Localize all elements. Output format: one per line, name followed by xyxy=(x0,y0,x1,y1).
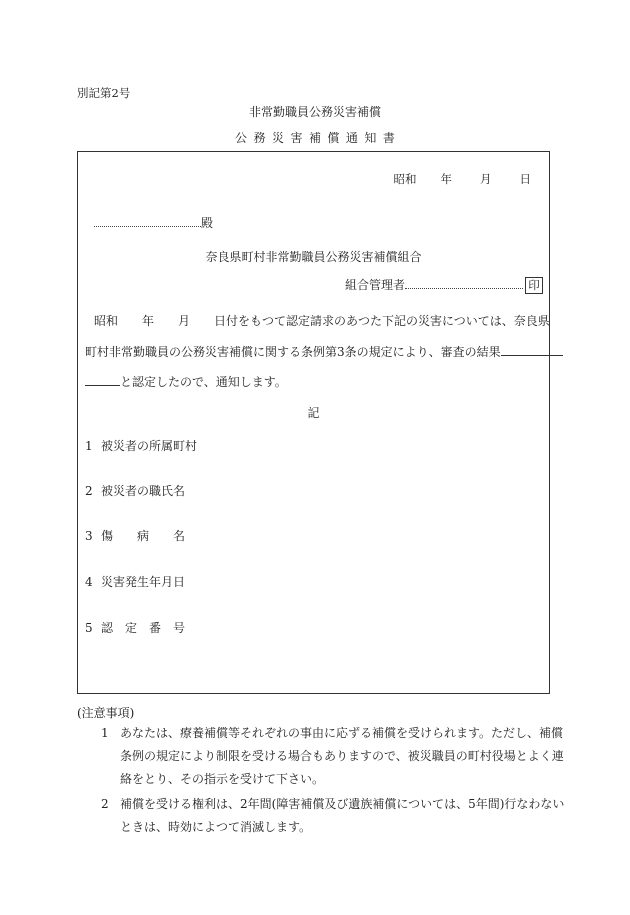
body-line-1 xyxy=(94,312,550,329)
manager-line xyxy=(345,276,543,294)
body-era: 昭和 xyxy=(94,314,119,328)
item-label: 被災者の所属町村 xyxy=(101,439,198,453)
body-year: 年 xyxy=(142,314,155,328)
list-item xyxy=(85,619,185,636)
date-era: 昭和 xyxy=(393,172,417,186)
manager-label: 組合管理者 xyxy=(344,278,405,292)
form-title xyxy=(0,129,630,146)
body-line-3 xyxy=(85,373,287,390)
form-subtitle: 非常勤職員公務災害補償 xyxy=(248,105,381,119)
addressee-suffix: 殿 xyxy=(201,216,214,230)
body-line-2 xyxy=(85,343,563,360)
list-item xyxy=(85,527,185,544)
organization-name: 奈良県町村非常勤職員公務災害補償組合 xyxy=(205,250,422,264)
body-line-2-text: 町村非常勤職員の公務災害補償に関する条例第3条の規定により、審査の結果 xyxy=(85,345,501,359)
title-char: 償 xyxy=(327,131,340,145)
item-number: 5 xyxy=(85,621,93,635)
item-number: 3 xyxy=(85,529,93,543)
note-1-number: 1 xyxy=(101,726,109,740)
item-label: 被災者の職氏名 xyxy=(101,484,186,498)
body-line-1-text: 日付をもつて認定請求のあつた下記の災害については、奈良県 xyxy=(214,314,550,328)
body-month: 月 xyxy=(178,314,191,328)
result-blank-1[interactable] xyxy=(501,344,563,356)
note-1-line-1 xyxy=(101,722,563,745)
title-char: 害 xyxy=(290,131,303,145)
addressee-line xyxy=(94,214,213,231)
date-month: 月 xyxy=(480,172,492,186)
item-number: 4 xyxy=(85,575,93,589)
notes-heading: (注意事項) xyxy=(77,706,135,720)
title-char: 知 xyxy=(364,131,377,145)
ki-heading: 記 xyxy=(307,406,320,420)
title-char: 務 xyxy=(253,131,266,145)
title-char: 書 xyxy=(382,131,395,145)
note-1-line-3: 絡をとり、その指示を受けて下さい。 xyxy=(120,772,325,786)
title-char: 補 xyxy=(308,131,322,145)
item-number: 2 xyxy=(85,484,93,498)
manager-blank[interactable] xyxy=(405,278,523,289)
addressee-blank[interactable] xyxy=(94,216,201,227)
note-2-line-1 xyxy=(101,793,564,816)
title-char: 公 xyxy=(235,131,248,145)
list-item xyxy=(85,437,197,454)
item-label: 認 定 番 号 xyxy=(101,621,186,635)
date-line xyxy=(394,171,532,187)
item-label: 災害発生年月日 xyxy=(101,575,186,589)
title-char: 災 xyxy=(271,131,285,145)
item-label: 傷 病 名 xyxy=(101,529,186,543)
body-line-3-text: と認定したので、通知します。 xyxy=(120,375,287,389)
seal-mark: 印 xyxy=(525,277,543,294)
note-2-text-1: 補償を受ける権利は、2年間(障害補償及び遺族補償については、5年間)行なわない xyxy=(120,797,565,811)
note-1-line-2: 条例の規定により制限を受ける場合もありますので、被災職員の町村役場とよく連 xyxy=(120,749,564,763)
date-year: 年 xyxy=(440,172,452,186)
note-1-text-1: あなたは、療養補償等それぞれの事由に応ずる補償を受けられます。ただし、補償 xyxy=(120,726,564,740)
list-item xyxy=(85,482,185,499)
result-blank-2[interactable] xyxy=(85,374,120,386)
form-number: 別記第2号 xyxy=(77,86,131,100)
list-item xyxy=(85,573,185,590)
note-2-number: 2 xyxy=(101,797,109,811)
date-day: 日 xyxy=(519,172,531,186)
title-char: 通 xyxy=(345,131,359,145)
notice-box xyxy=(77,151,550,694)
item-number: 1 xyxy=(85,439,93,453)
note-2-line-2: ときは、時効によつて消滅します。 xyxy=(120,820,312,834)
